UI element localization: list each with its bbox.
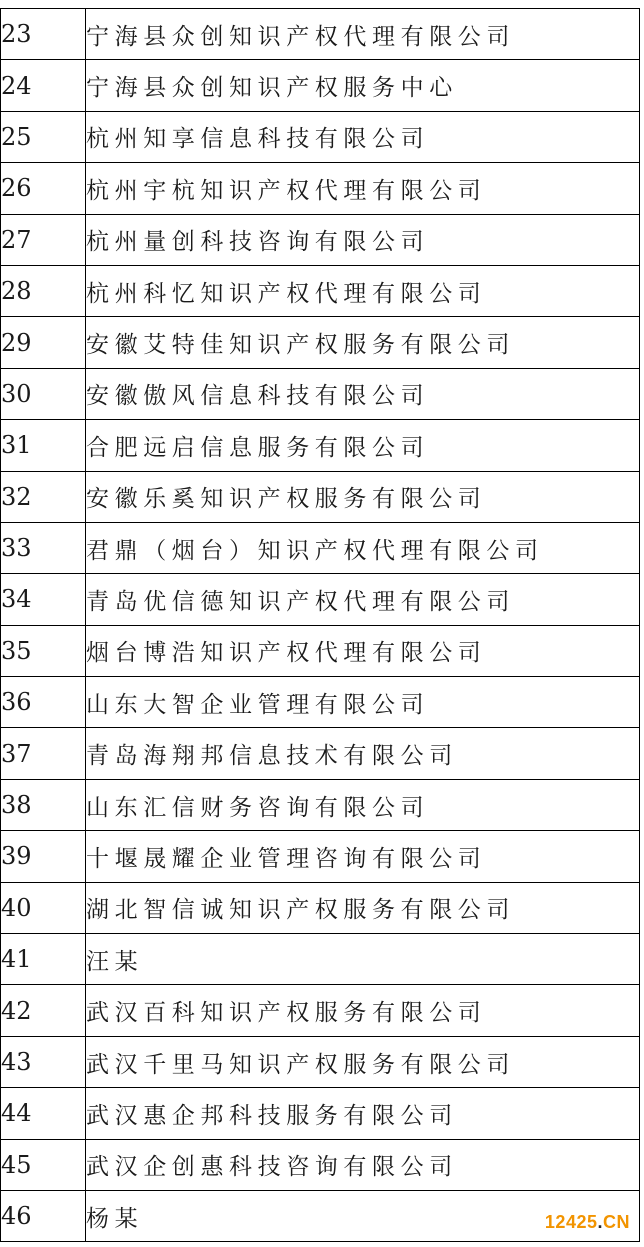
site-watermark-logo — [545, 1212, 630, 1233]
entity-name-cell: 十堰晟耀企业管理咨询有限公司 — [86, 831, 640, 882]
watermark-dot: . — [597, 1212, 603, 1232]
table-row — [1, 831, 640, 882]
table-row — [1, 317, 640, 368]
entity-name-cell: 安徽艾特佳知识产权服务有限公司 — [86, 317, 640, 368]
table-row — [1, 522, 640, 573]
table-row — [1, 677, 640, 728]
row-number-cell: 46 — [1, 1190, 86, 1241]
entity-name-cell: 武汉惠企邦科技服务有限公司 — [86, 1088, 640, 1139]
entity-name-cell: 安徽乐奚知识产权服务有限公司 — [86, 471, 640, 522]
row-number-cell: 45 — [1, 1139, 86, 1190]
table-row — [1, 882, 640, 933]
agency-list-table — [0, 8, 640, 1242]
row-number-cell: 36 — [1, 677, 86, 728]
entity-name-cell: 青岛海翔邦信息技术有限公司 — [86, 728, 640, 779]
table-row — [1, 934, 640, 985]
entity-name-cell: 湖北智信诚知识产权服务有限公司 — [86, 882, 640, 933]
entity-name-cell: 青岛优信德知识产权代理有限公司 — [86, 574, 640, 625]
watermark-suffix: CN — [603, 1212, 630, 1232]
row-number-cell: 23 — [1, 9, 86, 60]
table-row — [1, 111, 640, 162]
row-number-cell: 43 — [1, 1036, 86, 1087]
entity-name-cell: 杭州知享信息科技有限公司 — [86, 111, 640, 162]
table-row — [1, 471, 640, 522]
watermark-digits: 12425 — [544, 1212, 598, 1232]
entity-name-cell: 宁海县众创知识产权服务中心 — [86, 60, 640, 111]
row-number-cell: 39 — [1, 831, 86, 882]
table-row — [1, 574, 640, 625]
row-number-cell: 35 — [1, 625, 86, 676]
entity-name-cell: 武汉千里马知识产权服务有限公司 — [86, 1036, 640, 1087]
table-row — [1, 368, 640, 419]
table-row — [1, 163, 640, 214]
row-number-cell: 31 — [1, 420, 86, 471]
row-number-cell: 42 — [1, 985, 86, 1036]
entity-name-cell: 宁海县众创知识产权代理有限公司 — [86, 9, 640, 60]
table-row — [1, 420, 640, 471]
table-row — [1, 9, 640, 60]
table-row — [1, 1139, 640, 1190]
entity-name-cell: 杨某 — [86, 1190, 640, 1241]
entity-name-cell: 武汉企创惠科技咨询有限公司 — [86, 1139, 640, 1190]
row-number-cell: 26 — [1, 163, 86, 214]
entity-name-cell: 山东汇信财务咨询有限公司 — [86, 779, 640, 830]
table-row — [1, 625, 640, 676]
table-row — [1, 1190, 640, 1241]
entity-name-cell: 杭州量创科技咨询有限公司 — [86, 214, 640, 265]
row-number-cell: 28 — [1, 265, 86, 316]
entity-name-cell: 杭州宇杭知识产权代理有限公司 — [86, 163, 640, 214]
row-number-cell: 34 — [1, 574, 86, 625]
entity-name-cell: 武汉百科知识产权服务有限公司 — [86, 985, 640, 1036]
table-row — [1, 728, 640, 779]
row-number-cell: 27 — [1, 214, 86, 265]
table-row — [1, 985, 640, 1036]
row-number-cell: 41 — [1, 934, 86, 985]
row-number-cell: 24 — [1, 60, 86, 111]
table-row — [1, 214, 640, 265]
entity-name-cell: 合肥远启信息服务有限公司 — [86, 420, 640, 471]
table-row — [1, 1088, 640, 1139]
table-row — [1, 779, 640, 830]
row-number-cell: 37 — [1, 728, 86, 779]
row-number-cell: 25 — [1, 111, 86, 162]
entity-name-cell: 安徽傲风信息科技有限公司 — [86, 368, 640, 419]
row-number-cell: 30 — [1, 368, 86, 419]
entity-name-cell: 君鼎（烟台）知识产权代理有限公司 — [86, 522, 640, 573]
table-row — [1, 1036, 640, 1087]
row-number-cell: 38 — [1, 779, 86, 830]
row-number-cell: 29 — [1, 317, 86, 368]
row-number-cell: 32 — [1, 471, 86, 522]
table-body — [1, 9, 640, 1242]
row-number-cell: 44 — [1, 1088, 86, 1139]
entity-name-cell: 汪某 — [86, 934, 640, 985]
entity-name-cell: 杭州科忆知识产权代理有限公司 — [86, 265, 640, 316]
row-number-cell: 33 — [1, 522, 86, 573]
row-number-cell: 40 — [1, 882, 86, 933]
table-row — [1, 265, 640, 316]
table-row — [1, 60, 640, 111]
entity-name-cell: 山东大智企业管理有限公司 — [86, 677, 640, 728]
entity-name-cell: 烟台博浩知识产权代理有限公司 — [86, 625, 640, 676]
